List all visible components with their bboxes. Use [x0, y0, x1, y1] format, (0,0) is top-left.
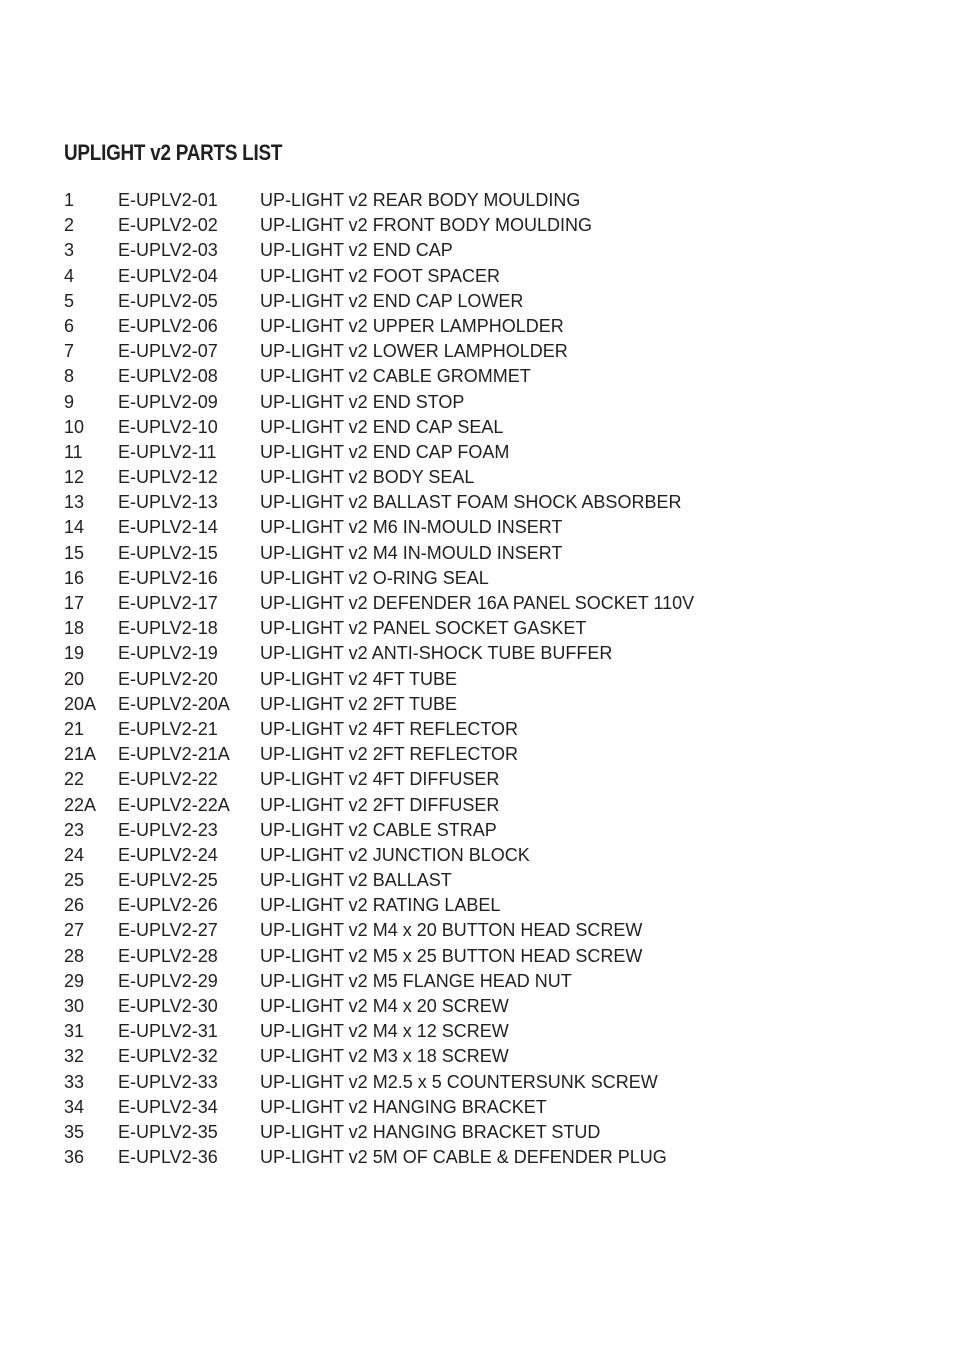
part-code: E-UPLV2-19: [118, 643, 218, 664]
part-code: E-UPLV2-16: [118, 567, 218, 588]
part-number: 16: [64, 567, 85, 588]
part-number: 20A: [64, 693, 97, 714]
table-row: [64, 541, 694, 566]
part-code: E-UPLV2-09: [118, 391, 218, 412]
part-number: 13: [64, 492, 85, 513]
part-description: UP-LIGHT v2 4FT REFLECTOR: [260, 718, 519, 739]
table-row: [64, 818, 694, 843]
page-title: UPLIGHT v2 PARTS LIST: [64, 140, 283, 165]
table-row: [64, 465, 694, 490]
part-code: E-UPLV2-30: [118, 996, 218, 1016]
table-row: [64, 264, 694, 289]
table-row: [64, 364, 694, 389]
part-description: UP-LIGHT v2 2FT REFLECTOR: [260, 744, 519, 765]
table-row: [64, 692, 694, 717]
part-description: UP-LIGHT v2 2FT DIFFUSER: [260, 794, 500, 815]
part-description: UP-LIGHT v2 M6 IN-MOULD INSERT: [260, 517, 563, 538]
part-description: UP-LIGHT v2 HANGING BRACKET STUD: [260, 1121, 601, 1142]
part-number: 20: [64, 668, 85, 689]
table-row: [64, 944, 694, 969]
part-description: UP-LIGHT v2 LOWER LAMPHOLDER: [260, 341, 568, 362]
part-code: E-UPLV2-18: [118, 618, 218, 639]
part-description: UP-LIGHT v2 CABLE GROMMET: [260, 366, 531, 387]
part-code: E-UPLV2-22: [118, 769, 218, 790]
part-description: UP-LIGHT v2 M4 x 20 BUTTON HEAD SCREW: [260, 920, 643, 941]
part-code: E-UPLV2-21: [118, 718, 218, 739]
table-row: [64, 1095, 694, 1120]
part-number: 10: [64, 416, 85, 437]
part-description: UP-LIGHT v2 4FT DIFFUSER: [260, 769, 500, 790]
parts-list: [64, 188, 694, 1170]
part-number: 26: [64, 895, 85, 916]
part-number: 31: [64, 1021, 85, 1042]
part-description: UP-LIGHT v2 UPPER LAMPHOLDER: [260, 315, 564, 336]
part-code: E-UPLV2-33: [118, 1071, 218, 1092]
part-description: UP-LIGHT v2 O-RING SEAL: [260, 567, 489, 588]
part-description: UP-LIGHT v2 RATING LABEL: [260, 895, 501, 916]
part-description: UP-LIGHT v2 M5 FLANGE HEAD NUT: [260, 970, 572, 991]
part-code: E-UPLV2-05: [118, 290, 218, 311]
part-code: E-UPLV2-31: [118, 1021, 218, 1042]
part-description: UP-LIGHT v2 BALLAST: [260, 870, 452, 891]
table-row: [64, 994, 694, 1019]
table-row: [64, 641, 694, 666]
part-description: UP-LIGHT v2 DEFENDER 16A PANEL SOCKET 110V: [260, 593, 695, 613]
part-number: 25: [64, 870, 85, 891]
part-description: UP-LIGHT v2 CABLE STRAP: [260, 819, 497, 840]
part-number: 6: [64, 315, 75, 336]
part-code: E-UPLV2-11: [118, 441, 217, 462]
part-description: UP-LIGHT v2 M4 x 20 SCREW: [260, 996, 509, 1016]
part-description: UP-LIGHT v2 FRONT BODY MOULDING: [260, 215, 593, 236]
part-code: E-UPLV2-04: [118, 265, 218, 286]
part-code: E-UPLV2-25: [118, 870, 218, 891]
part-number: 30: [64, 996, 85, 1016]
table-row: [64, 1019, 694, 1044]
table-row: [64, 566, 694, 591]
part-code: E-UPLV2-24: [118, 844, 218, 865]
part-code: E-UPLV2-06: [118, 315, 218, 336]
table-row: [64, 742, 694, 767]
part-code: E-UPLV2-22A: [118, 794, 230, 815]
part-code: E-UPLV2-03: [118, 240, 218, 261]
part-description: UP-LIGHT v2 END CAP: [260, 240, 453, 261]
part-number: 36: [64, 1147, 85, 1168]
part-code: E-UPLV2-34: [118, 1096, 218, 1117]
part-description: UP-LIGHT v2 BALLAST FOAM SHOCK ABSORBER: [260, 492, 682, 513]
part-number: 24: [64, 844, 85, 865]
part-number: 9: [64, 391, 75, 412]
part-number: 33: [64, 1071, 85, 1092]
part-description: UP-LIGHT v2 M3 x 18 SCREW: [260, 1046, 509, 1067]
part-description: UP-LIGHT v2 2FT TUBE: [260, 693, 458, 714]
part-code: E-UPLV2-12: [118, 467, 218, 488]
part-code: E-UPLV2-29: [118, 970, 218, 991]
table-row: [64, 868, 694, 893]
part-number: 12: [64, 467, 85, 488]
part-description: UP-LIGHT v2 END CAP FOAM: [260, 441, 510, 462]
part-number: 21: [64, 718, 85, 739]
part-number: 2: [64, 215, 75, 236]
part-number: 15: [64, 542, 85, 563]
part-number: 11: [64, 441, 83, 462]
part-description: UP-LIGHT v2 M4 IN-MOULD INSERT: [260, 542, 563, 563]
part-code: E-UPLV2-35: [118, 1121, 218, 1142]
table-row: [64, 667, 694, 692]
table-row: [64, 238, 694, 263]
part-code: E-UPLV2-15: [118, 542, 218, 563]
part-number: 1: [64, 190, 75, 210]
part-description: UP-LIGHT v2 END STOP: [260, 391, 465, 412]
table-row: [64, 515, 694, 540]
part-code: E-UPLV2-01: [118, 190, 218, 210]
part-code: E-UPLV2-08: [118, 366, 218, 387]
part-code: E-UPLV2-10: [118, 416, 218, 437]
table-row: [64, 289, 694, 314]
part-code: E-UPLV2-20: [118, 668, 218, 689]
part-description: UP-LIGHT v2 ANTI-SHOCK TUBE BUFFER: [260, 643, 613, 664]
table-row: [64, 893, 694, 918]
part-number: 34: [64, 1096, 85, 1117]
part-number: 23: [64, 819, 85, 840]
table-row: [64, 1145, 694, 1170]
table-row: [64, 1044, 694, 1069]
part-code: E-UPLV2-17: [118, 593, 218, 613]
part-code: E-UPLV2-36: [118, 1147, 218, 1168]
part-number: 14: [64, 517, 85, 538]
table-row: [64, 969, 694, 994]
part-description: UP-LIGHT v2 M5 x 25 BUTTON HEAD SCREW: [260, 945, 643, 966]
table-row: [64, 339, 694, 364]
table-row: [64, 1070, 694, 1095]
table-row: [64, 188, 694, 213]
part-description: UP-LIGHT v2 JUNCTION BLOCK: [260, 844, 530, 865]
part-number: 22: [64, 769, 85, 790]
part-description: UP-LIGHT v2 HANGING BRACKET: [260, 1096, 547, 1117]
part-description: UP-LIGHT v2 M2.5 x 5 COUNTERSUNK SCREW: [260, 1071, 658, 1092]
part-description: UP-LIGHT v2 5M OF CABLE & DEFENDER PLUG: [260, 1147, 667, 1168]
table-row: [64, 717, 694, 742]
part-number: 3: [64, 240, 75, 261]
part-number: 8: [64, 366, 75, 387]
part-number: 7: [64, 341, 75, 362]
part-number: 27: [64, 920, 85, 941]
table-row: [64, 314, 694, 339]
part-description: UP-LIGHT v2 PANEL SOCKET GASKET: [260, 618, 587, 639]
part-description: UP-LIGHT v2 REAR BODY MOULDING: [260, 190, 581, 210]
table-row: [64, 918, 694, 943]
part-description: UP-LIGHT v2 M4 x 12 SCREW: [260, 1021, 509, 1042]
part-code: E-UPLV2-27: [118, 920, 218, 941]
part-code: E-UPLV2-14: [118, 517, 218, 538]
part-number: 32: [64, 1046, 85, 1067]
part-code: E-UPLV2-07: [118, 341, 218, 362]
part-description: UP-LIGHT v2 END CAP SEAL: [260, 416, 504, 437]
part-number: 19: [64, 643, 85, 664]
part-number: 28: [64, 945, 85, 966]
part-description: UP-LIGHT v2 FOOT SPACER: [260, 265, 501, 286]
part-number: 18: [64, 618, 85, 639]
part-code: E-UPLV2-32: [118, 1046, 218, 1067]
part-description: UP-LIGHT v2 END CAP LOWER: [260, 290, 524, 311]
part-number: 17: [64, 593, 85, 613]
part-code: E-UPLV2-26: [118, 895, 218, 916]
part-number: 35: [64, 1121, 85, 1142]
part-number: 22A: [64, 794, 97, 815]
table-row: [64, 1120, 694, 1145]
part-code: E-UPLV2-02: [118, 215, 218, 236]
table-row: [64, 793, 694, 818]
table-row: [64, 843, 694, 868]
part-description: UP-LIGHT v2 4FT TUBE: [260, 668, 458, 689]
part-description: UP-LIGHT v2 BODY SEAL: [260, 467, 475, 488]
part-number: 21A: [64, 744, 97, 765]
part-code: E-UPLV2-23: [118, 819, 218, 840]
table-row: [64, 415, 694, 440]
part-code: E-UPLV2-28: [118, 945, 218, 966]
part-code: E-UPLV2-13: [118, 492, 218, 513]
table-row: [64, 440, 694, 465]
table-row: [64, 616, 694, 641]
table-row: [64, 591, 694, 616]
part-code: E-UPLV2-21A: [118, 744, 230, 765]
table-row: [64, 213, 694, 238]
table-row: [64, 390, 694, 415]
part-number: 29: [64, 970, 85, 991]
table-row: [64, 767, 694, 792]
part-code: E-UPLV2-20A: [118, 693, 230, 714]
part-number: 4: [64, 265, 75, 286]
table-row: [64, 490, 694, 515]
part-number: 5: [64, 290, 75, 311]
